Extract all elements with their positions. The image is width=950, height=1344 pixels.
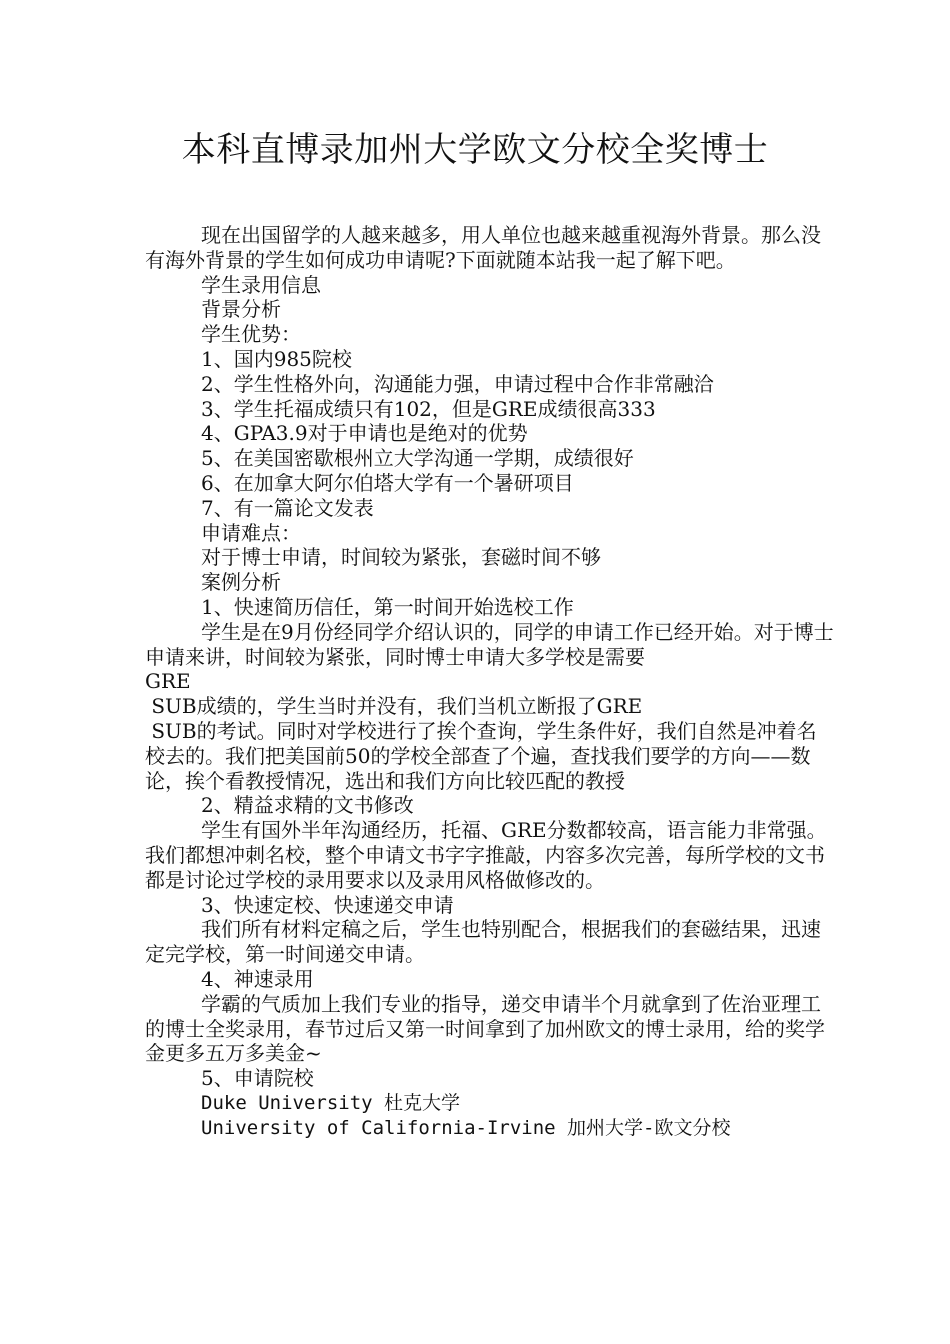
body-paragraph: 我们所有材料定稿之后，学生也特别配合，根据我们的套磁结果，迅速定完学校，第一时间递交申请。 [145,917,821,967]
list-item: 2、学生性格外向，沟通能力强，申请过程中合作非常融洽 [201,371,714,396]
list-item: 4、神速录用 [201,966,314,991]
body-paragraph: 对于博士申请，时间较为紧张，套磁时间不够 [201,545,601,570]
section-heading: 背景分析 [201,297,281,322]
list-item: 2、精益求精的文书修改 [201,793,414,818]
body-paragraph: 学生有国外半年沟通经历，托福、GRE分数都较高，语言能力非常强。我们都想冲刺名校，整个申请文书字字推敲，内容多次完善，每所学校的文书都是讨论过学校的录用要求以及录用风格做修改的。 [145,818,827,892]
subheading: 申请难点： [201,520,301,545]
body-line: SUB成绩的，学生当时并没有，我们当机立断报了GRE [145,694,643,719]
list-item: 1、国内985院校 [201,346,352,371]
school-item: University of California-Irvine 加州大学-欧文分校 [201,1116,731,1139]
body-paragraph: 学霸的气质加上我们专业的指导，递交申请半个月就拿到了佐治亚理工的博士全奖录用，春节过后又第一时间拿到了加州欧文的博士录用，给的奖学金更多五万多美金~ [145,991,825,1066]
list-item: 5、申请院校 [201,1066,314,1091]
section-heading: 学生录用信息 [201,272,321,297]
body-paragraph: SUB的考试。同时对学校进行了挨个查询，学生条件好，我们自然是冲着名校去的。我们把美国前50的学校全部查了个遍，查找我们要学的方向——数论，挨个看教授情况，选出和我们方向比较匹配的教授 [145,718,817,793]
document-title: 本科直博录加州大学欧文分校全奖博士 [181,130,769,170]
body-line: GRE [145,669,191,694]
list-item: 3、快速定校、快速递交申请 [201,892,454,917]
list-item: 7、有一篇论文发表 [201,495,374,520]
list-item: 6、在加拿大阿尔伯塔大学有一个暑研项目 [201,470,574,495]
document-body [145,223,835,1140]
list-item: 3、学生托福成绩只有102，但是GRE成绩很高333 [201,396,656,421]
section-heading: 案例分析 [201,570,281,595]
body-paragraph: 学生是在9月份经同学介绍认识的，同学的申请工作已经开始。对于博士申请来讲，时间较为紧张，同时博士申请大多学校是需要 [145,619,834,669]
list-item: 1、快速简历信任，第一时间开始选校工作 [201,594,574,619]
school-item: Duke University 杜克大学 [201,1091,461,1114]
list-item: 4、GPA3.9对于申请也是绝对的优势 [201,421,528,446]
list-item: 5、在美国密歇根州立大学沟通一学期，成绩很好 [201,446,634,471]
intro-paragraph: 现在出国留学的人越来越多，用人单位也越来越重视海外背景。那么没有海外背景的学生如何成功申请呢?下面就随本站我一起了解下吧。 [145,223,821,272]
subheading: 学生优势： [201,322,301,347]
